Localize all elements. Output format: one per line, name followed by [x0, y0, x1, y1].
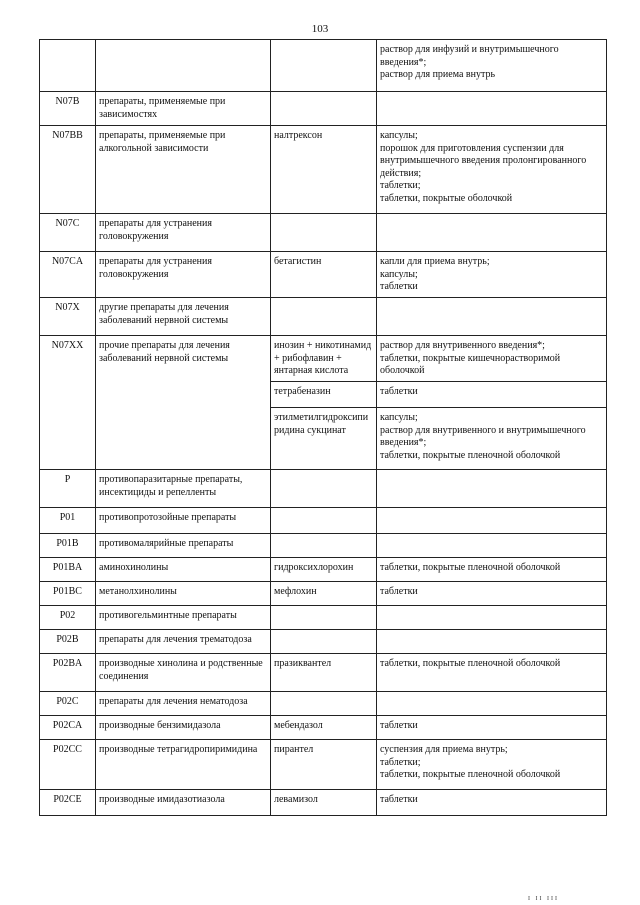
- dosage-form-line: капли для приема внутрь;: [380, 256, 490, 267]
- group-name-cell: [96, 40, 271, 92]
- table-row: [40, 558, 607, 582]
- atc-code-cell: P01BA: [40, 558, 96, 582]
- inn-cell: [271, 298, 377, 336]
- group-name-cell: производные хинолина и родственные соединения: [96, 654, 271, 692]
- dosage-form-line: таблетки, покрытые оболочкой: [380, 192, 513, 204]
- dosage-form-line: таблетки, покрытые пленочной оболочкой: [380, 769, 561, 780]
- group-name-cell: препараты, применяемые при алкогольной зависимости: [96, 126, 271, 214]
- drug-table: [39, 39, 607, 816]
- atc-code-cell: P02: [40, 606, 96, 630]
- dosage-form-line: таблетки: [380, 281, 418, 292]
- inn-cell: [271, 508, 377, 534]
- dosage-form-cell: [377, 692, 607, 716]
- dosage-form-cell: [377, 214, 607, 252]
- atc-code-cell: N07BB: [40, 126, 96, 214]
- dosage-form-line: порошок для приготовления суспензии для внутримышечного введения пролонгированного действия;: [380, 142, 587, 179]
- atc-code-cell: P: [40, 470, 96, 508]
- atc-code-cell: N07X: [40, 298, 96, 336]
- dosage-form-line: капсулы;: [380, 412, 418, 423]
- inn-cell: инозин + никотинамид + рибофлавин + янтарная кислота: [271, 336, 377, 382]
- inn-cell: празиквантел: [271, 654, 377, 692]
- atc-code-cell: N07XX: [40, 336, 96, 470]
- dosage-form-line: раствор для инфузий и внутримышечного введения*;: [380, 44, 559, 68]
- atc-code-cell: P02B: [40, 630, 96, 654]
- group-name-cell: препараты для лечения трематодоза: [96, 630, 271, 654]
- inn-cell: мебендазол: [271, 716, 377, 740]
- dosage-form-cell: [377, 582, 607, 606]
- dosage-form-cell: [377, 382, 607, 408]
- table-row: [40, 92, 607, 126]
- dosage-form-line: таблетки: [380, 720, 418, 731]
- group-name-cell: препараты, применяемые при зависимостях: [96, 92, 271, 126]
- dosage-form-cell: [377, 534, 607, 558]
- inn-cell: [271, 470, 377, 508]
- inn-cell: левамизол: [271, 790, 377, 816]
- dosage-form-line: раствор для внутривенного и внутримышечного введения*;: [380, 424, 586, 448]
- dosage-form-line: таблетки;: [380, 180, 421, 191]
- group-name-cell: производные тетрагидропиримидина: [96, 740, 271, 790]
- table-row: [40, 692, 607, 716]
- group-name-cell: препараты для устранения головокружения: [96, 252, 271, 298]
- inn-cell: налтрексон: [271, 126, 377, 214]
- dosage-form-line: раствор для приема внутрь: [380, 69, 496, 80]
- dosage-form-cell: [377, 470, 607, 508]
- dosage-form-cell: [377, 298, 607, 336]
- dosage-form-cell: [377, 252, 607, 298]
- table-row: [40, 470, 607, 508]
- dosage-form-cell: [377, 740, 607, 790]
- inn-cell: [271, 214, 377, 252]
- inn-cell: [271, 692, 377, 716]
- group-name-cell: препараты для устранения головокружения: [96, 214, 271, 252]
- dosage-form-line: раствор для внутривенного введения*;: [380, 340, 545, 351]
- table-row: [40, 508, 607, 534]
- inn-cell: пирантел: [271, 740, 377, 790]
- table-row: [40, 126, 607, 214]
- dosage-form-line: таблетки: [380, 586, 418, 597]
- atc-code-cell: P02CA: [40, 716, 96, 740]
- dosage-form-cell: [377, 790, 607, 816]
- dosage-form-line: суспензия для приема внутрь;: [380, 744, 508, 755]
- table-row: [40, 534, 607, 558]
- table-row: [40, 298, 607, 336]
- atc-code-cell: P02C: [40, 692, 96, 716]
- table-row: [40, 654, 607, 692]
- dosage-form-cell: [377, 716, 607, 740]
- atc-code-cell: P01BC: [40, 582, 96, 606]
- table-row: [40, 582, 607, 606]
- group-name-cell: производные имидазотиазола: [96, 790, 271, 816]
- dosage-form-line: таблетки, покрытые пленочной оболочкой: [380, 449, 561, 461]
- group-name-cell: противопротозойные препараты: [96, 508, 271, 534]
- page-number: 103: [311, 23, 329, 35]
- table-row: [40, 252, 607, 298]
- inn-cell: этилметилгидроксипиридина сукцинат: [271, 408, 377, 470]
- group-name-cell: препараты для лечения нематодоза: [96, 692, 271, 716]
- inn-cell: мефлохин: [271, 582, 377, 606]
- atc-code-cell: P01B: [40, 534, 96, 558]
- dosage-form-cell: [377, 654, 607, 692]
- dosage-form-line: таблетки, покрытые кишечнорастворимой оболочкой: [380, 352, 561, 376]
- table-row: [40, 40, 607, 92]
- inn-cell: [271, 630, 377, 654]
- inn-cell: [271, 534, 377, 558]
- dosage-form-line: капсулы;: [380, 130, 418, 141]
- group-name-cell: производные бензимидазола: [96, 716, 271, 740]
- dosage-form-cell: [377, 126, 607, 214]
- inn-cell: [271, 40, 377, 92]
- inn-cell: [271, 606, 377, 630]
- dosage-form-cell: [377, 630, 607, 654]
- table-row: [40, 630, 607, 654]
- dosage-form-cell: [377, 92, 607, 126]
- inn-cell: тетрабеназин: [271, 382, 377, 408]
- dosage-form-cell: [377, 408, 607, 470]
- dosage-form-cell: [377, 336, 607, 382]
- atc-code-cell: N07B: [40, 92, 96, 126]
- atc-code-cell: [40, 40, 96, 92]
- dosage-form-line: таблетки: [380, 386, 418, 397]
- atc-code-cell: N07CA: [40, 252, 96, 298]
- table-row: [40, 336, 607, 382]
- dosage-form-cell: [377, 40, 607, 92]
- table-row: [40, 606, 607, 630]
- atc-code-cell: P02BA: [40, 654, 96, 692]
- atc-code-cell: P02CE: [40, 790, 96, 816]
- inn-cell: [271, 92, 377, 126]
- group-name-cell: другие препараты для лечения заболеваний нервной системы: [96, 298, 271, 336]
- table-row: [40, 790, 607, 816]
- footer-marks: I II III: [528, 896, 559, 902]
- atc-code-cell: P01: [40, 508, 96, 534]
- dosage-form-line: таблетки, покрытые пленочной оболочкой: [380, 562, 561, 573]
- group-name-cell: аминохинолины: [96, 558, 271, 582]
- group-name-cell: противомалярийные препараты: [96, 534, 271, 558]
- atc-code-cell: N07C: [40, 214, 96, 252]
- dosage-form-cell: [377, 508, 607, 534]
- group-name-cell: прочие препараты для лечения заболеваний нервной системы: [96, 336, 271, 470]
- group-name-cell: метанолхинолины: [96, 582, 271, 606]
- inn-cell: гидроксихлорохин: [271, 558, 377, 582]
- dosage-form-line: таблетки, покрытые пленочной оболочкой: [380, 658, 561, 669]
- dosage-form-line: таблетки: [380, 794, 418, 805]
- table-row: [40, 214, 607, 252]
- dosage-form-line: капсулы;: [380, 268, 418, 280]
- atc-code-cell: P02CC: [40, 740, 96, 790]
- dosage-form-line: таблетки;: [380, 756, 421, 768]
- dosage-form-cell: [377, 606, 607, 630]
- group-name-cell: противогельминтные препараты: [96, 606, 271, 630]
- group-name-cell: противопаразитарные препараты, инсектициды и репелленты: [96, 470, 271, 508]
- inn-cell: бетагистин: [271, 252, 377, 298]
- dosage-form-cell: [377, 558, 607, 582]
- table-row: [40, 740, 607, 790]
- table-row: [40, 716, 607, 740]
